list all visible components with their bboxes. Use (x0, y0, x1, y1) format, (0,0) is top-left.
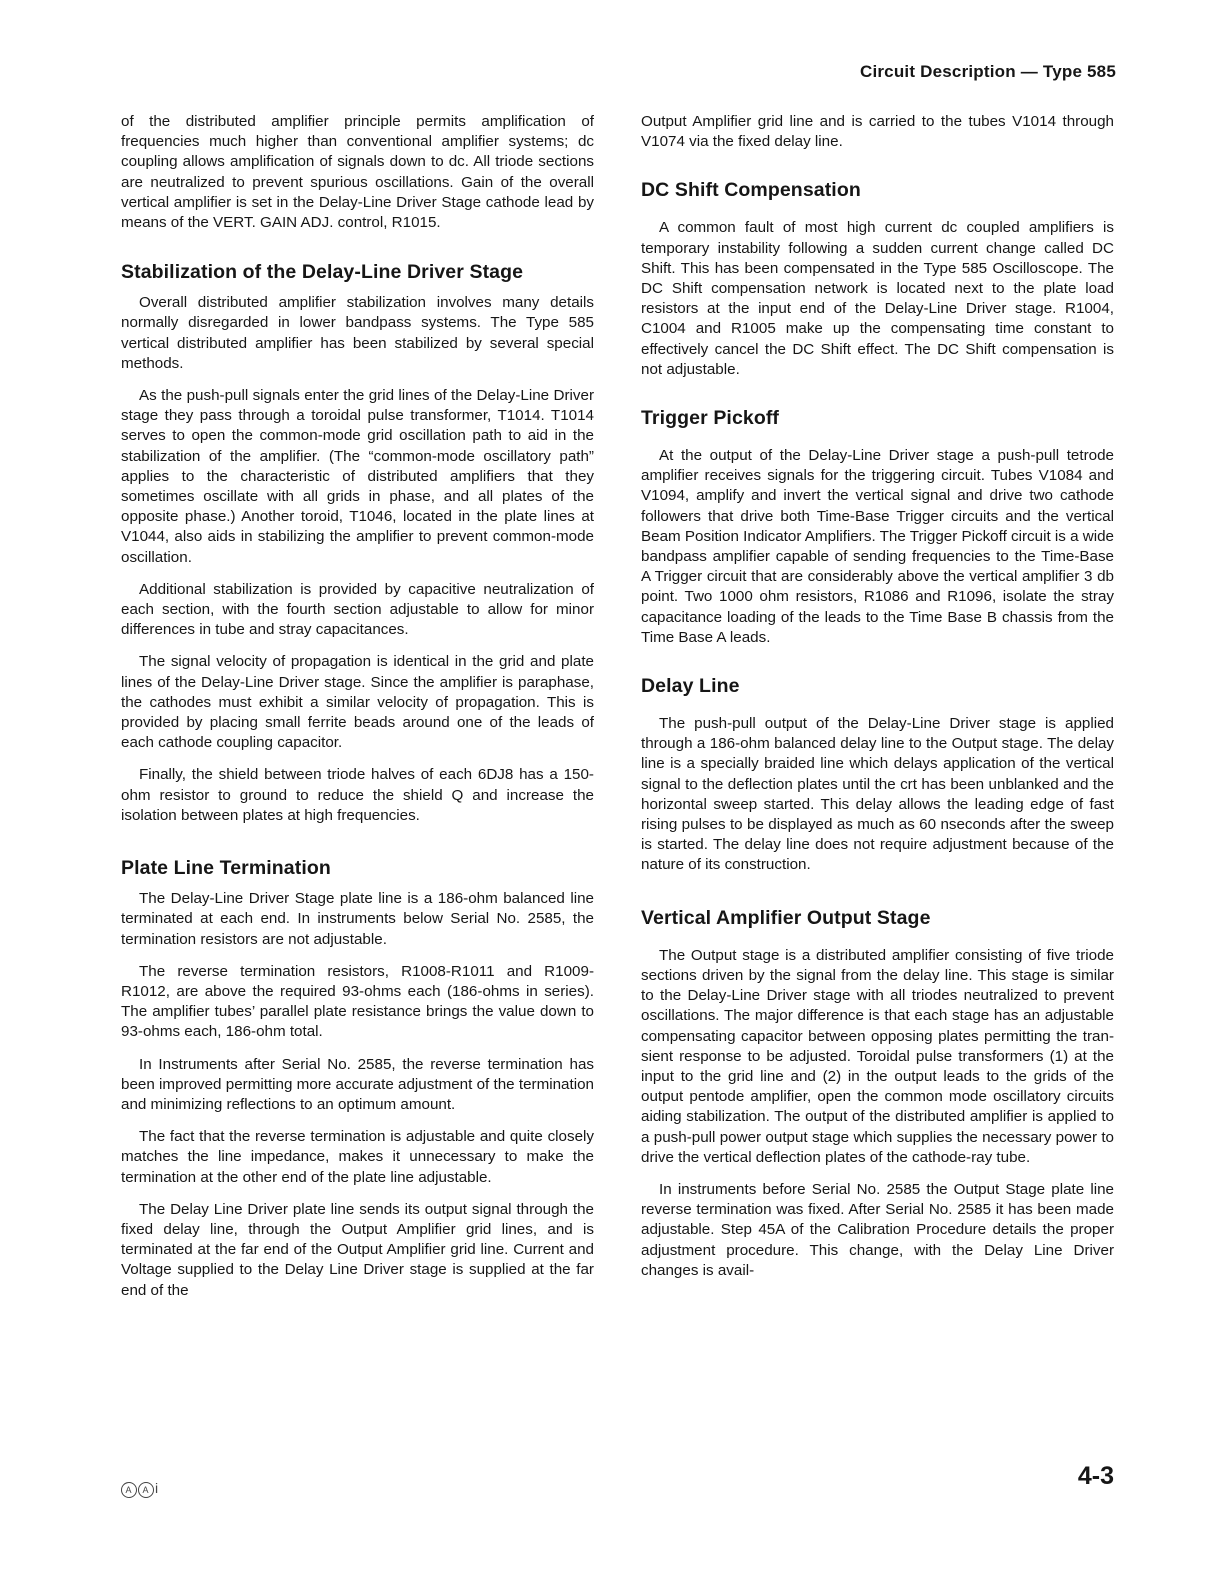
paragraph: The Delay-Line Driver Stage plate line is a 186-ohm balanced line terminated at each end. In instruments below Serial No. 2585, the termination resistors are not adjustable. (121, 890, 594, 948)
paragraph: The reverse termination resistors, R1008-R1011 and R1009-R1012, are above the required 93-ohms each (186-ohms in series). The amplifier tubes’ parallel plate resistance brings the value down to 93-ohms each, 186-ohm total. (121, 962, 594, 1041)
paragraph: The Output stage is a distributed amplifier consisting of five triode sections driven by the signal from the delay line. This stage is similar to the Delay-Line Driver stage with all triodes neutralized to prevent oscillations. The major difference is that each stage has an adjustable compensating capacitor between opposing plates permitting the transient response to be adjusted. Toroidal pulse transformers (1) at the input to the grid line and (2) in the output leads to the grids of the output pentode amplifier, open the common mode oscillatory circuits aiding stabilization. The output of the distributed amplifier is applied to a push-pull power output stage which supplies the necessary power to drive the vertical deflection plates of the cathode-ray tube. (641, 946, 1114, 1166)
section-heading-stabilization: Stabilization of the Delay-Line Driver Stage (121, 261, 524, 284)
section-heading-vertical-output: Vertical Amplifier Output Stage (641, 906, 931, 929)
circled-letter-icon: A (121, 1482, 137, 1498)
section-heading-trigger-pickoff: Trigger Pickoff (641, 407, 780, 430)
paragraph: The signal velocity of propagation is identical in the grid and plate lines of the Delay-Line Driver stage. Since the amplifier is paraphase, the cathodes must exhibit a similar velocity of propagation. This is provided by placing small ferrite beads around one of the leads of each cathode coupling capacitor. (121, 653, 594, 752)
paragraph: Overall distributed amplifier stabilization involves many details normally disregarded in lower bandpass systems. The Type 585 vertical distributed amplifier has been stabilized by several special methods. (121, 294, 594, 372)
paragraph: As the push-pull signals enter the grid lines of the Delay-Line Driver stage they pass through a toroidal pulse transformer, T1014. T1014 serves to open the common-mode grid oscillation path to aid in the stabilization of the amplifier. (The “common-mode oscillatory path” applies to the characteristic of distributed amplifiers that they sometimes oscillate with all grids in phase, and all plates of the opposite phase.) Another toroid, T1046, located in the plate lines at V1044, also aids in stabilizing the amplifier to prevent common-mode oscillation. (121, 387, 594, 566)
right-column (641, 112, 1114, 1293)
paragraph: The fact that the reverse termination is adjustable and quite closely matches the line impedance, makes it unnecessary to make the termination at the other end of the plate line adjustable. (121, 1128, 594, 1186)
section-heading-delay-line: Delay Line (641, 675, 740, 698)
section-heading-plate-line: Plate Line Termination (121, 857, 331, 880)
paragraph: A common fault of most high current dc coupled amplifiers is temporary instability following a sudden current change called DC Shift. This has been compensated in the Type 585 Oscilloscope. The DC Shift compensation network is located next to the plate load resistors at the input end of the Delay-Line Driver stage. R1004, C1004 and R1005 make up the compensating time constant to effectively cancel the DC Shift effect. The DC Shift compensation is not adjustable. (641, 219, 1114, 378)
paragraph: Additional stabilization is provided by capacitive neutralization of each section, with the fourth section adjustable to allow for minor differences in tube and stray capacitances. (121, 580, 594, 639)
paragraph: In Instruments after Serial No. 2585, the reverse termination has been improved permitting more accurate adjustment of the termination and minimizing reflections to an optimum amount. (121, 1055, 594, 1113)
paragraph: Finally, the shield between triode halves of each 6DJ8 has a 150-ohm resistor to ground to reduce the shield Q and increase the isolation between plates at high frequencies. (121, 766, 594, 824)
footer-revision-mark (121, 1480, 159, 1498)
paragraph: Output Amplifier grid line and is carried to the tubes V1014 through V1074 via the fixed delay line. (641, 113, 1114, 151)
paragraph: The Delay Line Driver plate line sends its output signal through the fixed delay line, through the Output Amplifier grid lines, and is terminated at the far end of the Output Amplifier grid line. Current and Voltage supplied to the Delay Line Driver stage is supplied at the far end of the (121, 1200, 594, 1299)
paragraph: of the distributed amplifier principle permits amplification of frequencies much higher than conventional amplifier systems; dc coupling allows amplification of signals down to dc. All triode sections are neutralized to prevent spurious oscillations. Gain of the overall vertical amplifier is set in the Delay-Line Driver Stage cathode lead by means of the VERT. GAIN ADJ. control, R1015. (121, 113, 594, 232)
circled-letter-icon: A (138, 1482, 154, 1498)
paragraph: The push-pull output of the Delay-Line Driver stage is applied through a 186-ohm balanced delay line to the Output stage. The delay line is a specially braided line which delays application of the vertical signal to the deflection plates until the crt has been unblanked and the horizontal sweep started. This delay allows the leading edge of fast rising pulses to be displayed as much as 60 nseconds after the sweep is started. The delay line does not require adjustment because of the nature of its construction. (641, 715, 1114, 874)
running-header: Circuit Description — Type 585 (859, 62, 1116, 81)
paragraph: At the output of the Delay-Line Driver stage a push-pull tetrode amplifier receives signals for the triggering circuit. Tubes V1084 and V1094, amplify and invert the vertical signal and drive two cathode followers that drive both Time-Base Trigger circuits and the vertical Beam Position Indicator Amplifiers. The Trigger Pickoff circuit is a wide bandpass amplifier capable of sending frequencies to the Time-Base A Trigger circuit that are considerably above the vertical amplifier 3 db point. Two 1000 ohm resistors, R1086 and R1096, isolate the stray capacitance loading of the leads to the Time Base B chassis from the Time Base A leads. (641, 447, 1114, 646)
revision-suffix: i (155, 1480, 160, 1496)
left-column (121, 112, 594, 1313)
paragraph: In instruments before Serial No. 2585 the Output Stage plate line reverse termination was fixed. After Serial No. 2585 it has been made adjustable. Step 45A of the Calibration Procedure details the proper adjustment procedure. This change, with the Delay Line Driver changes is avail- (641, 1180, 1114, 1279)
page-number: 4-3 (1077, 1462, 1114, 1490)
section-heading-dc-shift: DC Shift Compensation (641, 179, 861, 202)
